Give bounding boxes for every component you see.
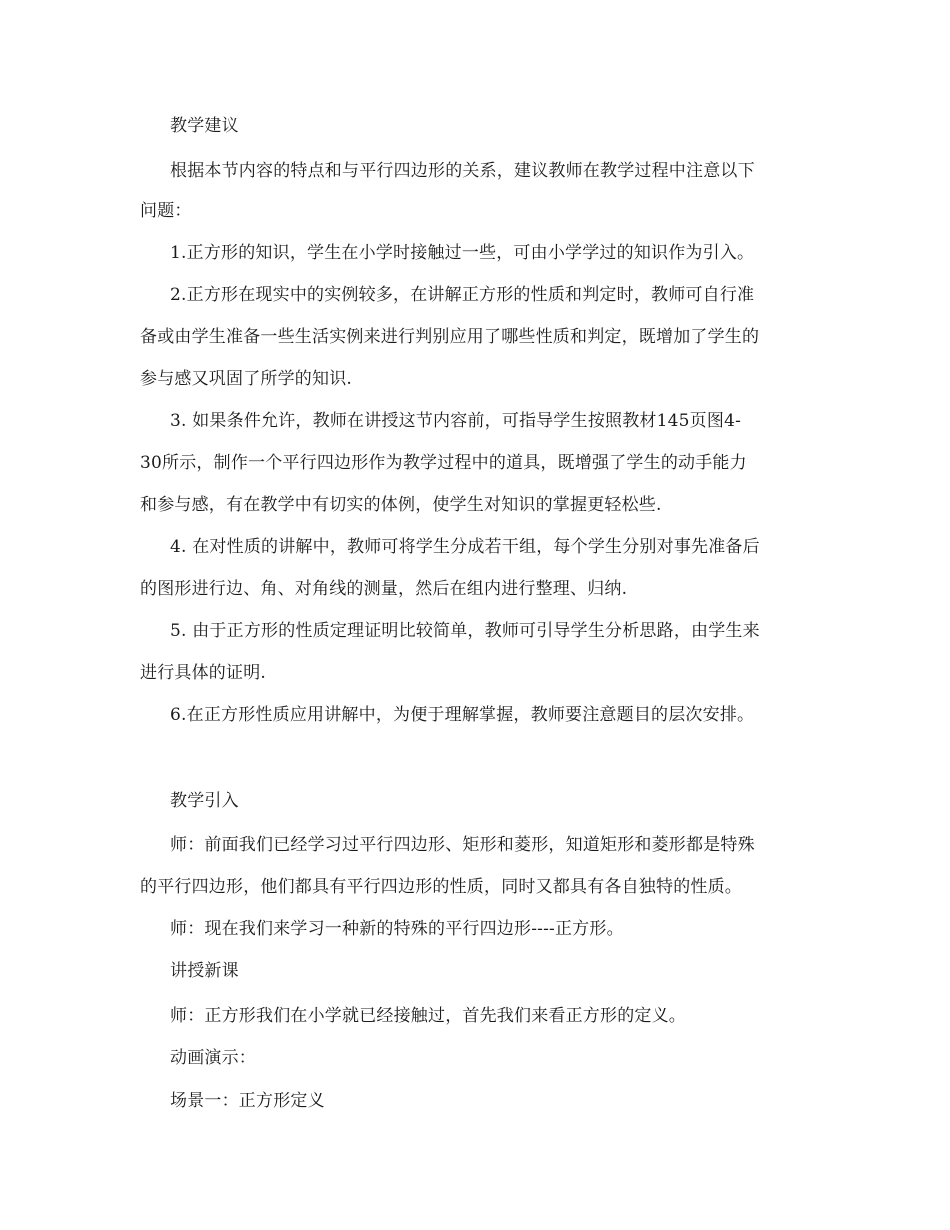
paragraph-intro: 根据本节内容的特点和与平行四边形的关系，建议教师在教学过程中注意以下 (170, 161, 755, 181)
paragraph-intro-cont: 问题： (140, 201, 192, 221)
list-item-3: 3. 如果条件允许，教师在讲授这节内容前，可指导学生按照教材145页图4- (170, 411, 742, 431)
scene-1-label: 场景一：正方形定义 (170, 1091, 325, 1111)
animation-demo-label: 动画演示： (170, 1048, 256, 1068)
heading-teaching-suggestions: 教学建议 (170, 116, 239, 136)
list-item-5-cont: 进行具体的证明. (140, 663, 267, 683)
list-item-3-cont: 30所示，制作一个平行四边形作为教学过程中的道具，既增强了学生的动手能力 (140, 453, 747, 473)
list-item-2-cont: 参与感又巩固了所学的知识. (140, 369, 353, 389)
list-item-2: 2.正方形在现实中的实例较多，在讲解正方形的性质和判定时，教师可自行准 (170, 285, 755, 305)
heading-teaching-introduction: 教学引入 (170, 791, 239, 811)
list-item-3-cont: 和参与感，有在教学中有切实的体例，使学生对知识的掌握更轻松些. (140, 495, 662, 515)
paragraph-teacher-definition: 师：正方形我们在小学就已经接触过，首先我们来看正方形的定义。 (170, 1006, 686, 1026)
list-item-4-cont: 的图形进行边、角、对角线的测量，然后在组内进行整理、归纳. (140, 579, 628, 599)
paragraph-teacher-intro-cont: 的平行四边形，他们都具有平行四边形的性质，同时又都具有各自独特的性质。 (140, 877, 742, 897)
list-item-2-cont: 备或由学生准备一些生活实例来进行判别应用了哪些性质和判定，既增加了学生的 (140, 327, 760, 347)
paragraph-teacher-intro: 师：前面我们已经学习过平行四边形、矩形和菱形，知道矩形和菱形都是特殊 (170, 835, 755, 855)
heading-new-lesson: 讲授新课 (170, 961, 239, 981)
paragraph-teacher-new-shape: 师：现在我们来学习一种新的特殊的平行四边形----正方形。 (170, 919, 624, 939)
list-item-6: 6.在正方形性质应用讲解中，为便于理解掌握，教师要注意题目的层次安排。 (170, 705, 755, 725)
list-item-1: 1.正方形的知识，学生在小学时接触过一些，可由小学学过的知识作为引入。 (170, 243, 755, 263)
list-item-4: 4. 在对性质的讲解中，教师可将学生分成若干组，每个学生分别对事先准备后 (170, 537, 760, 557)
list-item-5: 5. 由于正方形的性质定理证明比较简单，教师可引导学生分析思路，由学生来 (170, 621, 760, 641)
